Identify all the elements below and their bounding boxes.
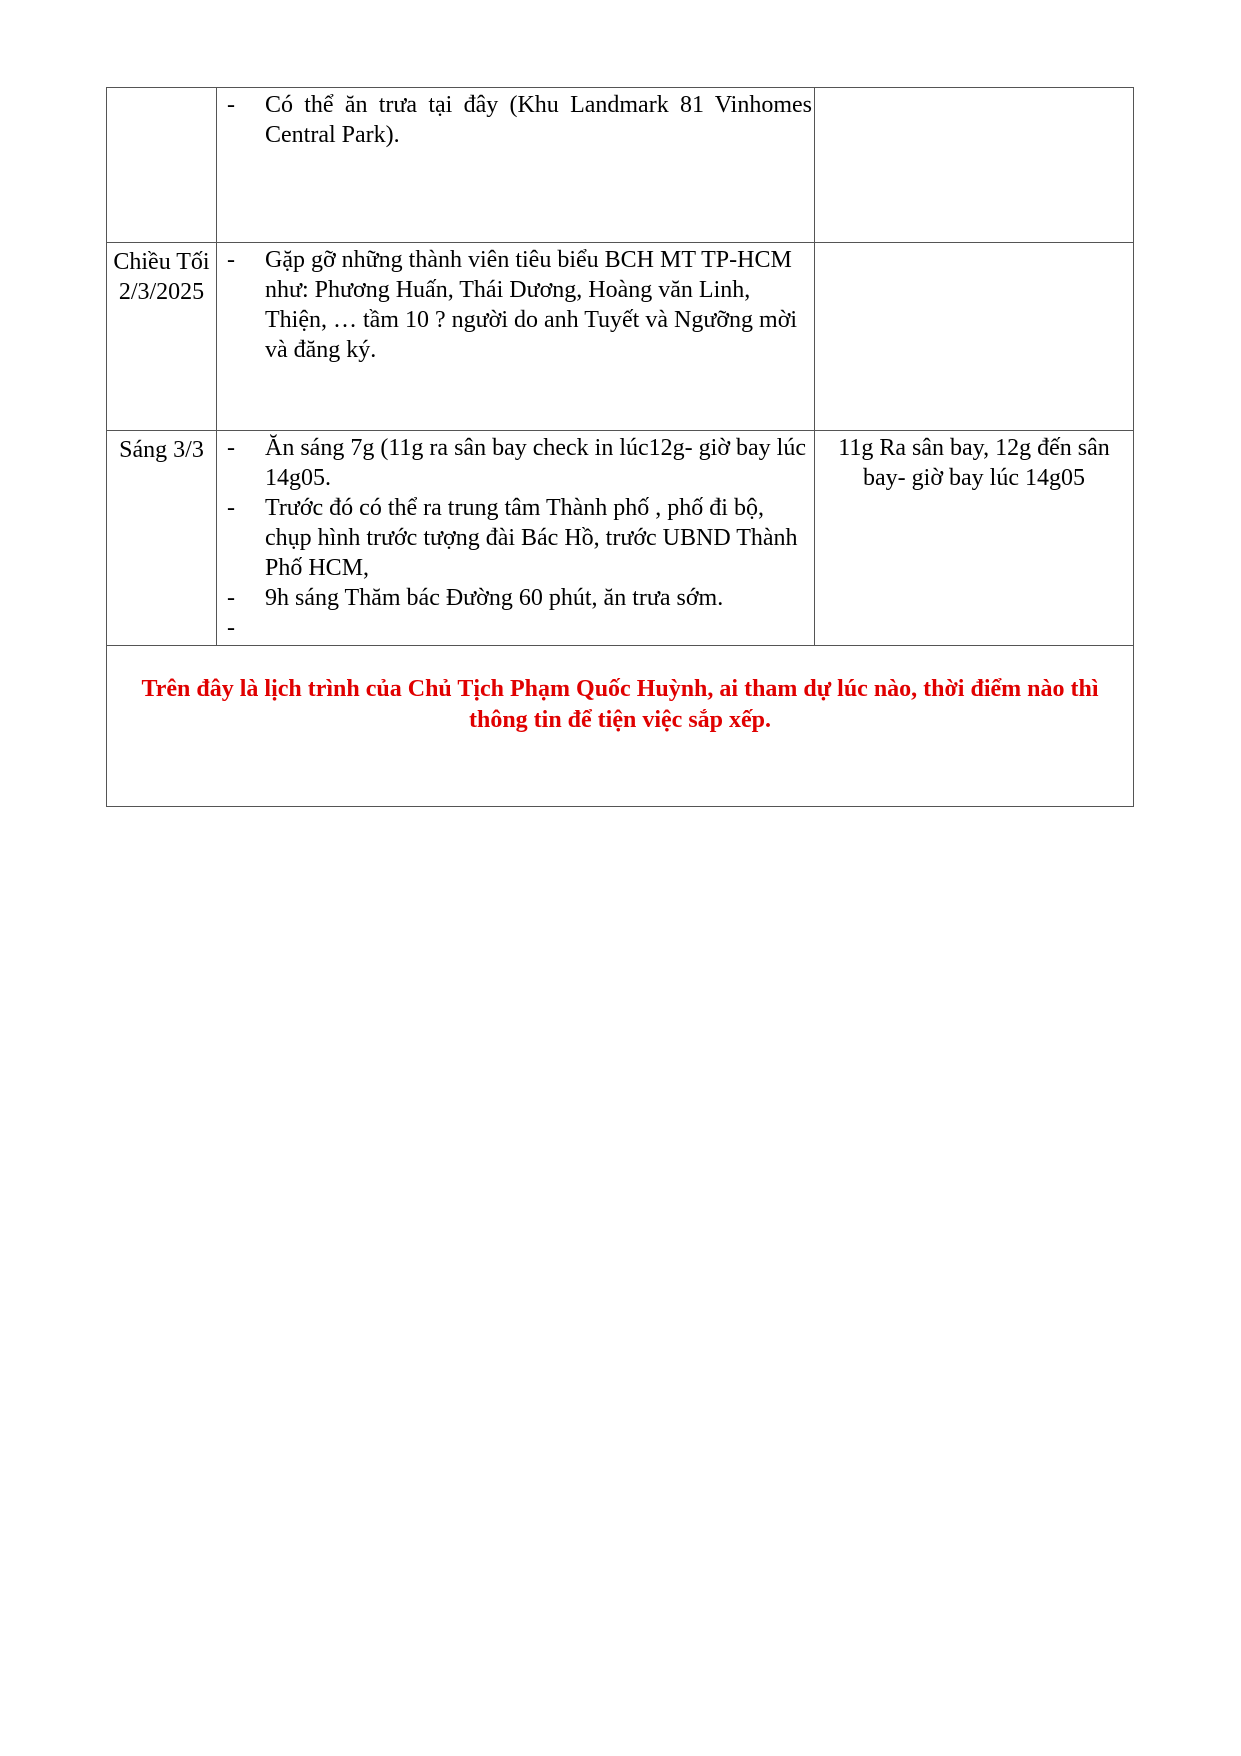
time-cell: Chiều Tối 2/3/2025 [107, 243, 217, 431]
bullet-dash: - [227, 585, 235, 611]
list-item-text: Có thể ăn trưa tại đây (Khu Landmark 81 Vinhomes Central Park). [265, 92, 812, 148]
list-item-text: Trước đó có thể ra trung tâm Thành phố , phố đi bộ, chụp hình trước tượng đài Bác Hồ, trước UBND Thành Phố HCM, [265, 495, 798, 581]
note-cell [815, 88, 1134, 243]
table-row [107, 243, 1134, 431]
list-item [227, 433, 812, 493]
list-item-text: Gặp gỡ những thành viên tiêu biểu BCH MT TP-HCM như: Phương Huấn, Thái Dương, Hoàng văn Linh, Thiện, … tầm 10 ? người do anh Tuyết và Ngưỡng mời và đăng ký. [265, 247, 798, 363]
bullet-dash: - [227, 495, 235, 521]
note-cell: 11g Ra sân bay, 12g đến sân bay- giờ bay lúc 14g05 [815, 431, 1134, 646]
activity-cell [217, 88, 815, 243]
activity-cell [217, 243, 815, 431]
list-item [227, 90, 812, 150]
schedule-table [106, 87, 1134, 807]
bullet-dash: - [227, 615, 235, 641]
table-row [107, 88, 1134, 243]
list-item-text [265, 613, 812, 643]
time-cell: Sáng 3/3 [107, 431, 217, 646]
activity-cell [217, 431, 815, 646]
note-cell [815, 243, 1134, 431]
footer-note: Trên đây là lịch trình của Chủ Tịch Phạm Quốc Huỳnh, ai tham dự lúc nào, thời điểm nào thì thông tin để tiện việc sắp xếp. [107, 646, 1134, 807]
list-item [227, 493, 812, 583]
table-row [107, 431, 1134, 646]
list-item-text: 9h sáng Thăm bác Đường 60 phút, ăn trưa sớm. [265, 585, 724, 611]
table-row [107, 646, 1134, 807]
list-item-text: Ăn sáng 7g (11g ra sân bay check in lúc12g- giờ bay lúc 14g05. [265, 435, 806, 491]
bullet-dash: - [227, 247, 235, 273]
time-cell [107, 88, 217, 243]
list-item [227, 613, 812, 643]
list-item [227, 245, 812, 365]
bullet-dash: - [227, 92, 235, 118]
bullet-dash: - [227, 435, 235, 461]
list-item [227, 583, 812, 613]
